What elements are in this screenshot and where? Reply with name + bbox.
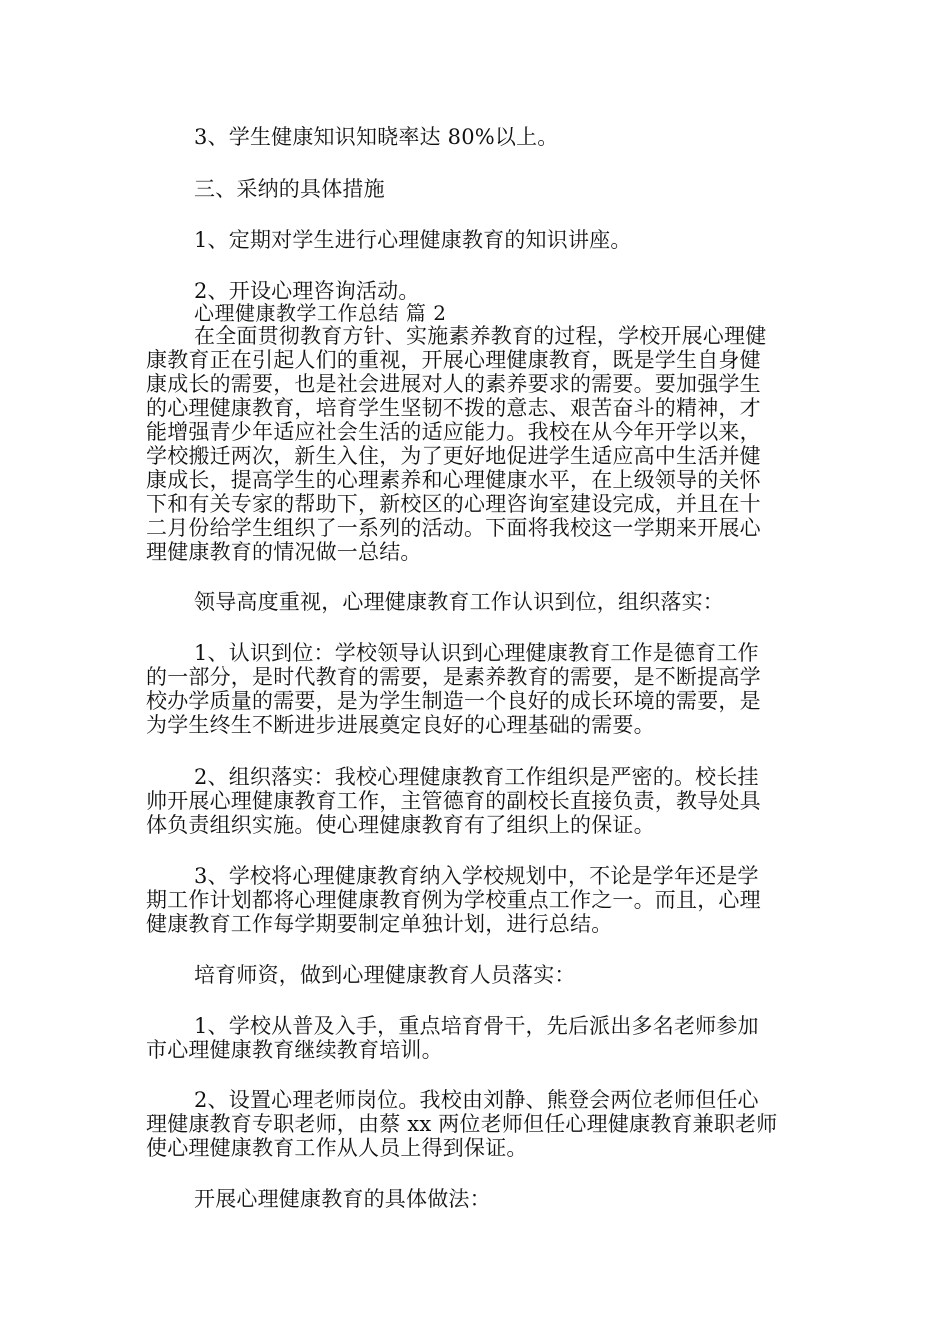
text-line: 校办学质量的需要，是为学生制造一个良好的成长环境的需要，是 xyxy=(146,689,761,713)
text-line: 帅开展心理健康教育工作，主管德育的副校长直接负责，教导处具 xyxy=(146,789,761,813)
text-line: 1、认识到位：学校领导认识到心理健康教育工作是德育工作 xyxy=(194,641,759,665)
text-line: 二月份给学生组织了一系列的活动。下面将我校这一学期来开展心 xyxy=(146,516,761,540)
text-line: 能增强青少年适应社会生活的适应能力。我校在从今年开学以来， xyxy=(146,420,761,444)
text-line: 理健康教育专职老师，由蔡 xx 两位老师但任心理健康教育兼职老师 xyxy=(146,1112,778,1136)
text-line: 在全面贯彻教育方针、实施素养教育的过程，学校开展心理健 xyxy=(194,324,767,348)
text-line: 3、学校将心理健康教育纳入学校规划中，不论是学年还是学 xyxy=(194,864,759,888)
text-line: 2、设置心理老师岗位。我校由刘静、熊登会两位老师但任心 xyxy=(194,1088,759,1112)
text-line: 的心理健康教育，培育学生坚韧不拨的意志、艰苦奋斗的精神，才 xyxy=(146,396,761,420)
text-line: 为学生终生不断进步进展奠定良好的心理基础的需要。 xyxy=(146,713,655,737)
text-line: 1、学校从普及入手，重点培育骨干，先后派出多名老师参加 xyxy=(194,1014,759,1038)
section-heading: 开展心理健康教育的具体做法： xyxy=(194,1187,491,1211)
text-line: 期工作计划都将心理健康教育例为学校重点工作之一。而且，心理 xyxy=(146,888,761,912)
text-line: 学校搬迁两次，新生入住，为了更好地促进学生适应高中生活并健 xyxy=(146,444,761,468)
article-title: 心理健康教学工作总结 篇 2 xyxy=(194,301,447,325)
text-line: 体负责组织实施。使心理健康教育有了组织上的保证。 xyxy=(146,813,655,837)
text-line: 的一部分，是时代教育的需要，是素养教育的需要，是不断提高学 xyxy=(146,665,761,689)
section-heading: 三、采纳的具体措施 xyxy=(194,177,385,201)
text-line: 2、组织落实：我校心理健康教育工作组织是严密的。校长挂 xyxy=(194,765,759,789)
text-line: 下和有关专家的帮助下，新校区的心理咨询室建设完成，并且在十 xyxy=(146,492,761,516)
text-line: 健康教育工作每学期要制定单独计划，进行总结。 xyxy=(146,912,613,936)
text-line: 康成长，提高学生的心理素养和心理健康水平，在上级领导的关怀 xyxy=(146,468,761,492)
text-line: 3、学生健康知识知晓率达 80%以上。 xyxy=(194,125,559,149)
text-line: 市心理健康教育继续教育培训。 xyxy=(146,1038,443,1062)
section-heading: 培育师资，做到心理健康教育人员落实： xyxy=(194,963,576,987)
text-line: 使心理健康教育工作从人员上得到保证。 xyxy=(146,1136,528,1160)
text-line: 2、开设心理咨询活动。 xyxy=(194,279,420,303)
text-line: 康教育正在引起人们的重视，开展心理健康教育，既是学生自身健 xyxy=(146,348,761,372)
text-line: 康成长的需要，也是社会进展对人的素养要求的需要。要加强学生 xyxy=(146,372,761,396)
text-line: 1、定期对学生进行心理健康教育的知识讲座。 xyxy=(194,228,632,252)
section-heading: 领导高度重视，心理健康教育工作认识到位，组织落实： xyxy=(194,590,724,614)
text-line: 理健康教育的情况做一总结。 xyxy=(146,540,422,564)
